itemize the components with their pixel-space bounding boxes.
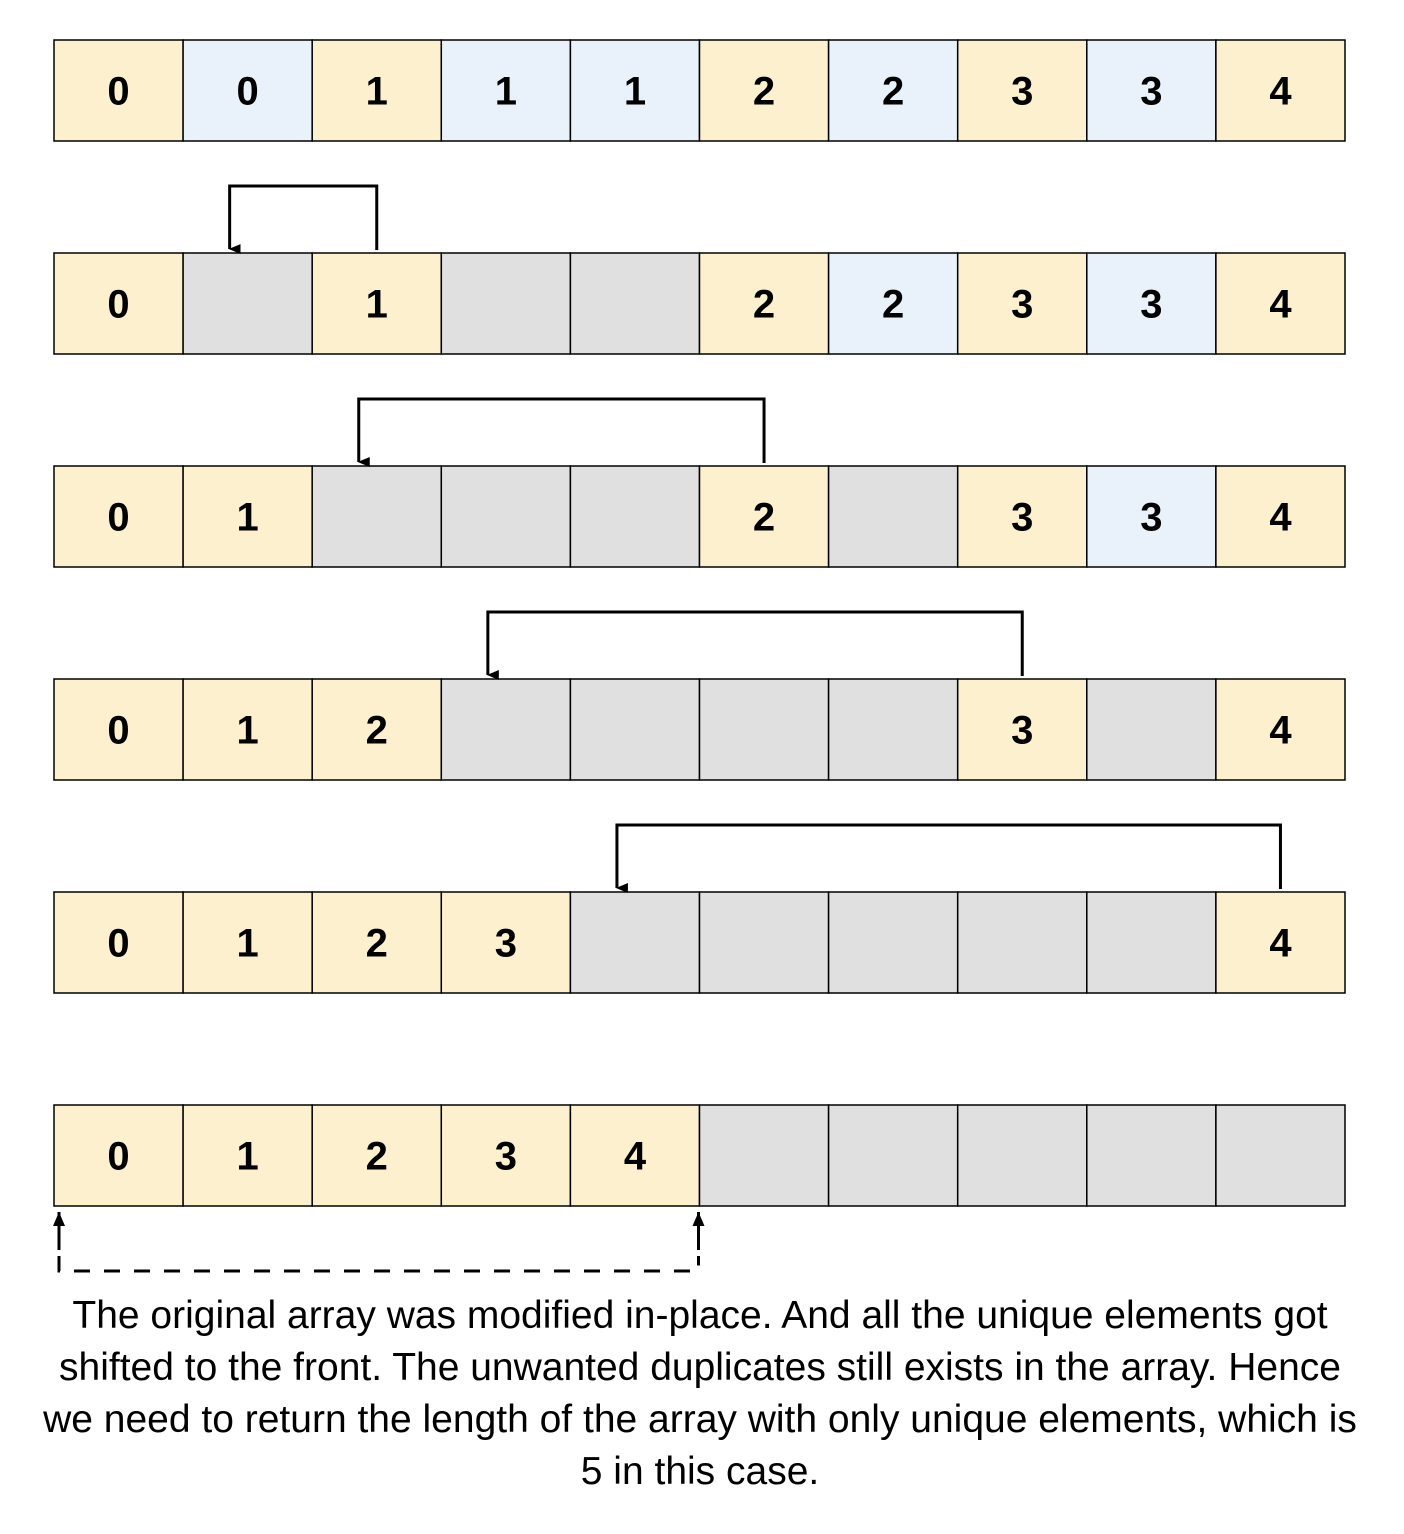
array-cell bbox=[441, 253, 570, 354]
array-cell bbox=[570, 679, 699, 780]
array-cell-value: 1 bbox=[623, 69, 647, 114]
array-cell bbox=[700, 892, 829, 993]
array-row-6 bbox=[54, 1105, 1345, 1206]
array-cell bbox=[829, 466, 958, 567]
move-arrow bbox=[359, 399, 764, 463]
span-dashed-line bbox=[59, 1256, 699, 1271]
array-cell-value: 3 bbox=[1011, 495, 1034, 540]
array-cell-value: 2 bbox=[752, 69, 776, 114]
array-cell-value: 2 bbox=[365, 1134, 388, 1179]
array-rows bbox=[54, 40, 1345, 1206]
array-cell-value: 1 bbox=[365, 69, 388, 114]
array-cell-value: 2 bbox=[752, 282, 776, 327]
array-cell-value: 3 bbox=[1011, 69, 1034, 114]
array-cell-value: 2 bbox=[752, 495, 776, 540]
array-cell bbox=[441, 466, 570, 567]
move-arrow bbox=[488, 612, 1022, 676]
array-row-2 bbox=[54, 253, 1345, 354]
array-cell bbox=[1087, 1105, 1216, 1206]
array-cell bbox=[958, 1105, 1087, 1206]
array-cell-value: 3 bbox=[1140, 495, 1163, 540]
array-cell bbox=[1087, 679, 1216, 780]
array-cell-value: 1 bbox=[236, 495, 259, 540]
array-row-4 bbox=[54, 679, 1345, 780]
array-cell-value: 3 bbox=[1011, 708, 1034, 753]
array-cell-value: 0 bbox=[107, 282, 130, 327]
array-cell-value: 0 bbox=[107, 1134, 130, 1179]
array-cell bbox=[570, 253, 699, 354]
array-cell bbox=[183, 253, 312, 354]
array-cell-value: 3 bbox=[1140, 69, 1163, 114]
array-cell bbox=[700, 1105, 829, 1206]
array-cell-value: 4 bbox=[1269, 495, 1292, 540]
array-cell bbox=[829, 1105, 958, 1206]
array-row-1 bbox=[54, 40, 1345, 141]
array-cell-value: 3 bbox=[1011, 282, 1034, 327]
array-cell-value: 4 bbox=[1269, 708, 1292, 753]
array-cell-value: 3 bbox=[494, 921, 517, 966]
array-cell-value: 0 bbox=[107, 921, 130, 966]
array-cell bbox=[1087, 892, 1216, 993]
array-cell bbox=[312, 466, 441, 567]
array-cell bbox=[958, 892, 1087, 993]
array-cell-value: 4 bbox=[623, 1134, 647, 1179]
array-cell bbox=[829, 679, 958, 780]
array-cell-value: 3 bbox=[1140, 282, 1163, 327]
array-cell-value: 1 bbox=[494, 69, 517, 114]
array-cell bbox=[570, 466, 699, 567]
array-cell-value: 1 bbox=[365, 282, 388, 327]
array-cell-value: 2 bbox=[365, 921, 388, 966]
array-cell bbox=[441, 679, 570, 780]
array-cell-value: 0 bbox=[236, 69, 259, 114]
array-cell-value: 0 bbox=[107, 69, 130, 114]
array-cell-value: 0 bbox=[107, 708, 130, 753]
caption-text: The original array was modified in-place. And all the unique elements got shifted to the front. The unwanted duplicates still exists in the array. Hence we need to return the length of the array with only unique elements, which is 5 in this case. bbox=[43, 1294, 1357, 1493]
array-cell bbox=[829, 892, 958, 993]
array-cell-value: 2 bbox=[365, 708, 388, 753]
array-cell-value: 0 bbox=[107, 495, 130, 540]
array-cell-value: 2 bbox=[882, 282, 905, 327]
array-cell-value: 2 bbox=[882, 69, 905, 114]
array-cell-value: 4 bbox=[1269, 921, 1292, 966]
array-cell-value: 4 bbox=[1269, 69, 1292, 114]
array-cell bbox=[700, 679, 829, 780]
array-cell-value: 4 bbox=[1269, 282, 1292, 327]
array-cell-value: 1 bbox=[236, 1134, 259, 1179]
array-cell bbox=[570, 892, 699, 993]
array-cell-value: 1 bbox=[236, 708, 259, 753]
move-arrow bbox=[230, 186, 377, 250]
array-cell bbox=[1216, 1105, 1345, 1206]
unique-span-bracket bbox=[59, 1212, 699, 1271]
move-arrow bbox=[617, 825, 1280, 889]
array-row-5 bbox=[54, 892, 1345, 993]
array-row-3 bbox=[54, 466, 1345, 567]
array-cell-value: 1 bbox=[236, 921, 259, 966]
array-cell-value: 3 bbox=[494, 1134, 517, 1179]
